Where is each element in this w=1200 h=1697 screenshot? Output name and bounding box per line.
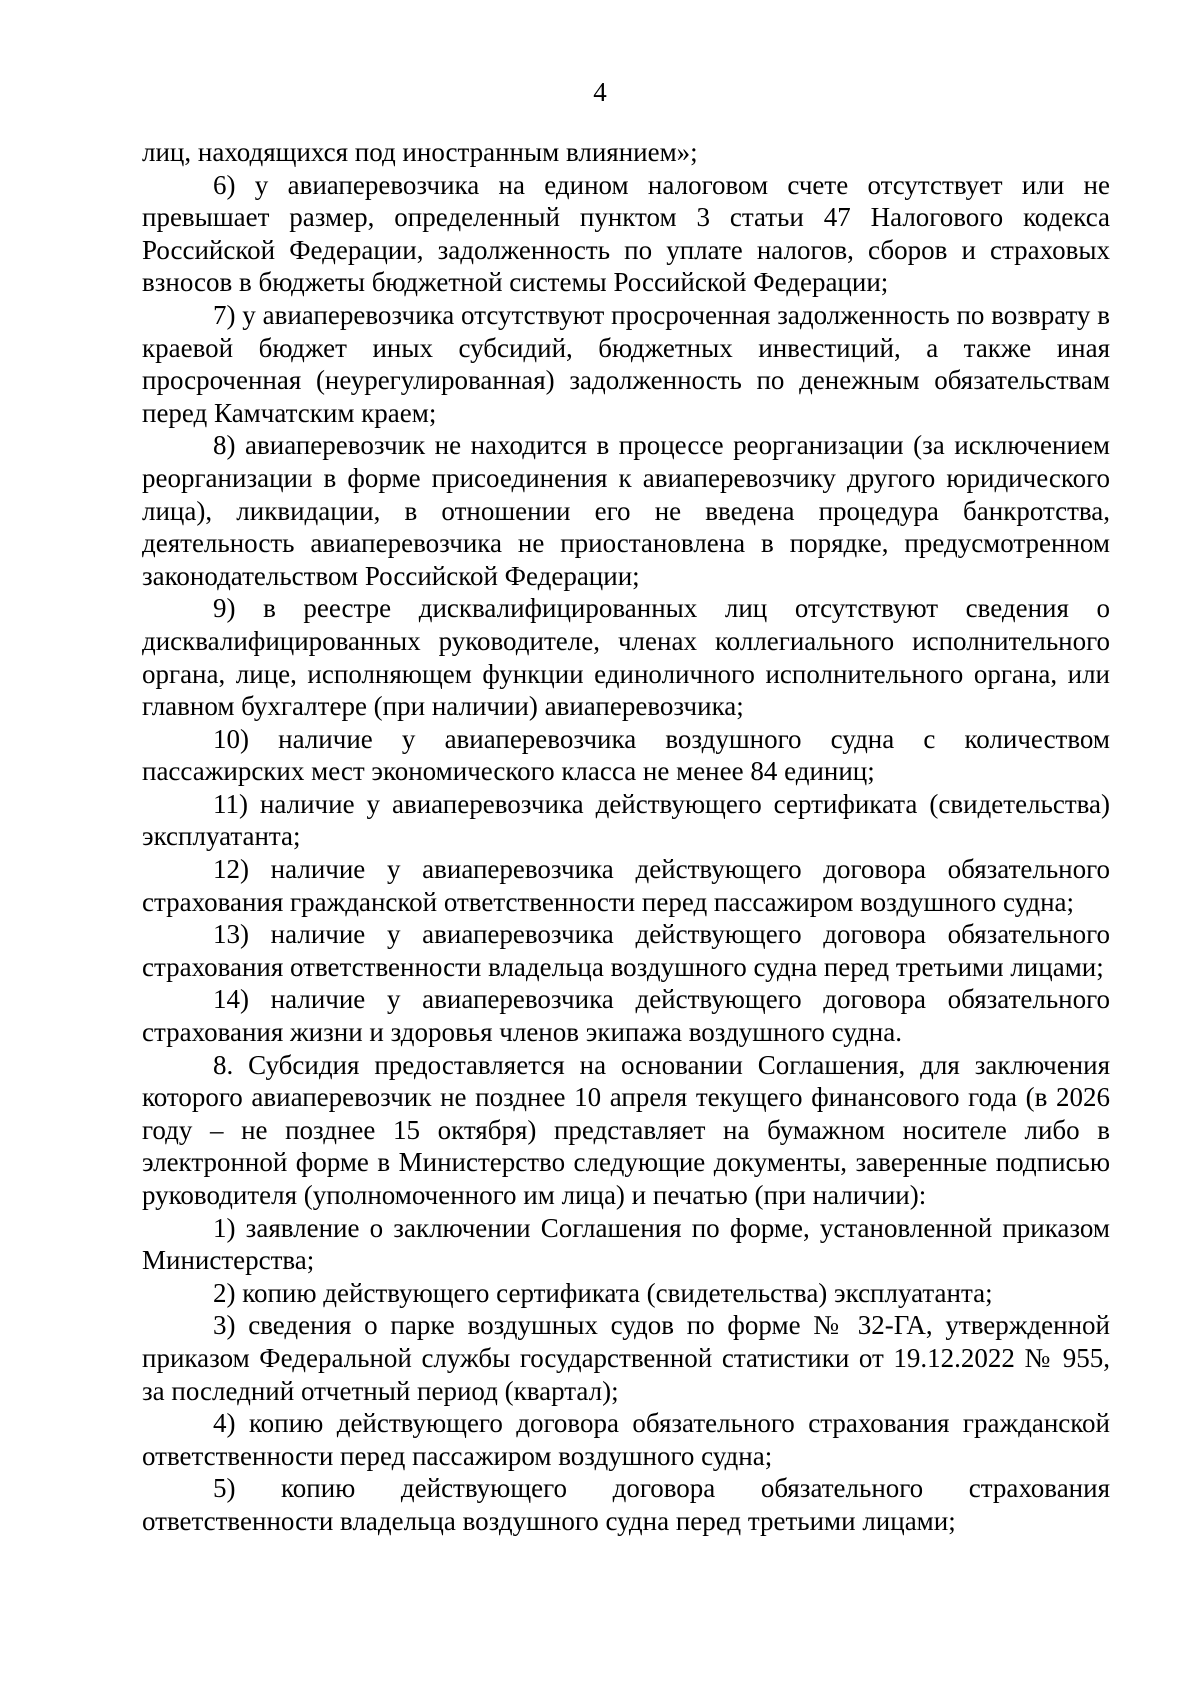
paragraph-item-7: 7) у авиаперевозчика отсутствуют просроченная задолженность по возврату в краевой бюджет иных субсидий, бюджетных инвестиций, а также иная просроченная (неурегулированная) задолженность по денежным обязательствам перед Камчатским краем; [142,299,1110,428]
paragraph-item-12: 12) наличие у авиаперевозчика действующего договора обязательного страхования гражданской ответственности перед пассажиром воздушного судна; [142,854,1110,917]
page-number: 4 [593,77,607,107]
paragraph-doc-4: 4) копию действующего договора обязательного страхования гражданской ответственности перед пассажиром воздушного судна; [142,1408,1110,1471]
document-body [142,136,1110,1538]
paragraph-section-8: 8. Субсидия предоставляется на основании Соглашения, для заключения которого авиаперевозчик не позднее 10 апреля текущего финансового года (в 2026 году – не позднее 15 октября) представляет на бумажном носителе либо в электронной форме в Министерство следующие документы, заверенные подписью руководителя (уполномоченного им лица) и печатью (при наличии): [142,1049,1110,1210]
paragraph-continuation: лиц, находящихся под иностранным влиянием»; [142,137,698,167]
paragraph-doc-2: 2) копию действующего сертификата (свидетельства) эксплуатанта; [213,1277,993,1308]
paragraph-item-13: 13) наличие у авиаперевозчика действующего договора обязательного страхования ответственности владельца воздушного судна перед третьими лицами; [142,919,1110,982]
paragraph-doc-1: 1) заявление о заключении Соглашения по форме, установленной приказом Министерства; [142,1212,1110,1276]
paragraph-item-8: 8) авиаперевозчик не находится в процессе реорганизации (за исключением реорганизации в форме присоединения к авиаперевозчику другого юридического лица), ликвидации, в отношении его не введена процедура банкротства, деятельность авиаперевозчика не приостановлена в порядке, предусмотренном законодательством Российской Федерации; [142,430,1110,591]
paragraph-item-14: 14) наличие у авиаперевозчика действующего договора обязательного страхования жизни и здоровья членов экипажа воздушного судна. [142,984,1110,1048]
paragraph-item-9: 9) в реестре дисквалифицированных лиц отсутствуют сведения о дисквалифицированных руководителе, членах коллегиального исполнительного органа, лице, исполняющем функции единоличного исполнительного органа, или главном бухгалтере (при наличии) авиаперевозчика; [142,593,1110,722]
paragraph-doc-3: 3) сведения о парке воздушных судов по форме № 32-ГА, утвержденной приказом Федеральной службы государственной статистики от 19.12.2022 № 955, за последний отчетный период (квартал); [142,1310,1110,1406]
paragraph-item-11: 11) наличие у авиаперевозчика действующего сертификата (свидетельства) эксплуатанта; [142,788,1110,852]
paragraph-doc-5: 5) копию действующего договора обязательного страхования ответственности владельца воздушного судна перед третьими лицами; [142,1473,1110,1536]
paragraph-item-10: 10) наличие у авиаперевозчика воздушного судна с количеством пассажирских мест экономического класса не менее 84 единиц; [142,723,1110,787]
paragraph-item-6: 6) у авиаперевозчика на едином налоговом счете отсутствует или не превышает размер, определенный пунктом 3 статьи 47 Налогового кодекса Российской Федерации, задолженность по уплате налогов, сборов и страховых взносов в бюджеты бюджетной системы Российской Федерации; [142,169,1110,298]
